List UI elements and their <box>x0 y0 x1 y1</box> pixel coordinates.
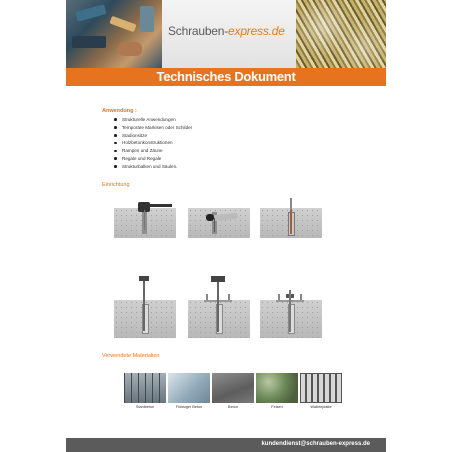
brand-accent: express.de <box>228 24 285 38</box>
brand-name: Schrauben- <box>168 24 229 38</box>
application-heading: Anwendung : <box>102 108 137 114</box>
material-label: Wabenplatte <box>310 405 332 409</box>
materials-heading: Verwendete Materialien <box>102 353 160 359</box>
material-label: Beton <box>228 405 238 409</box>
document-title: Technisches Dokument <box>66 68 386 86</box>
step-finished <box>260 270 322 338</box>
footer-bar <box>66 438 386 452</box>
material-image-concrete <box>212 373 254 403</box>
document-page <box>66 0 386 452</box>
material-image-rock <box>256 373 298 403</box>
list-item: Rampen und Zäune <box>114 147 192 155</box>
step-tighten <box>188 270 250 338</box>
list-item: Holzbetonkonstruktionen <box>114 139 192 147</box>
step-drill <box>114 198 176 238</box>
header-banner <box>66 0 386 68</box>
step-clean <box>188 198 250 238</box>
material-label: Felsen <box>271 405 283 409</box>
list-item: Regale und Regale <box>114 155 192 163</box>
footer-email[interactable]: kundendienst@schrauben-express.de <box>261 441 370 447</box>
material-image-liquid-concrete <box>168 373 210 403</box>
application-list <box>114 116 192 171</box>
step-insert <box>260 198 322 238</box>
material-label: Flüssiger Beton <box>175 405 203 409</box>
list-item: Strukturelle Anwendungen <box>114 116 192 124</box>
material-image-reinforced-concrete <box>124 373 166 403</box>
material-label: Stahlbeton <box>135 405 155 409</box>
material-image-hollow-slab <box>300 373 342 403</box>
installation-heading: Einrichtung <box>102 182 130 188</box>
list-item: Stadionsitze <box>114 132 192 140</box>
brand-logo <box>168 24 285 38</box>
list-item: Temporäre Markisen oder Schilder <box>114 124 192 132</box>
list-item: Strukturbalken und Säulen. <box>114 163 192 171</box>
workshop-photo <box>66 0 162 68</box>
step-set-bolt <box>114 270 176 338</box>
brand-logo-area <box>162 0 296 68</box>
